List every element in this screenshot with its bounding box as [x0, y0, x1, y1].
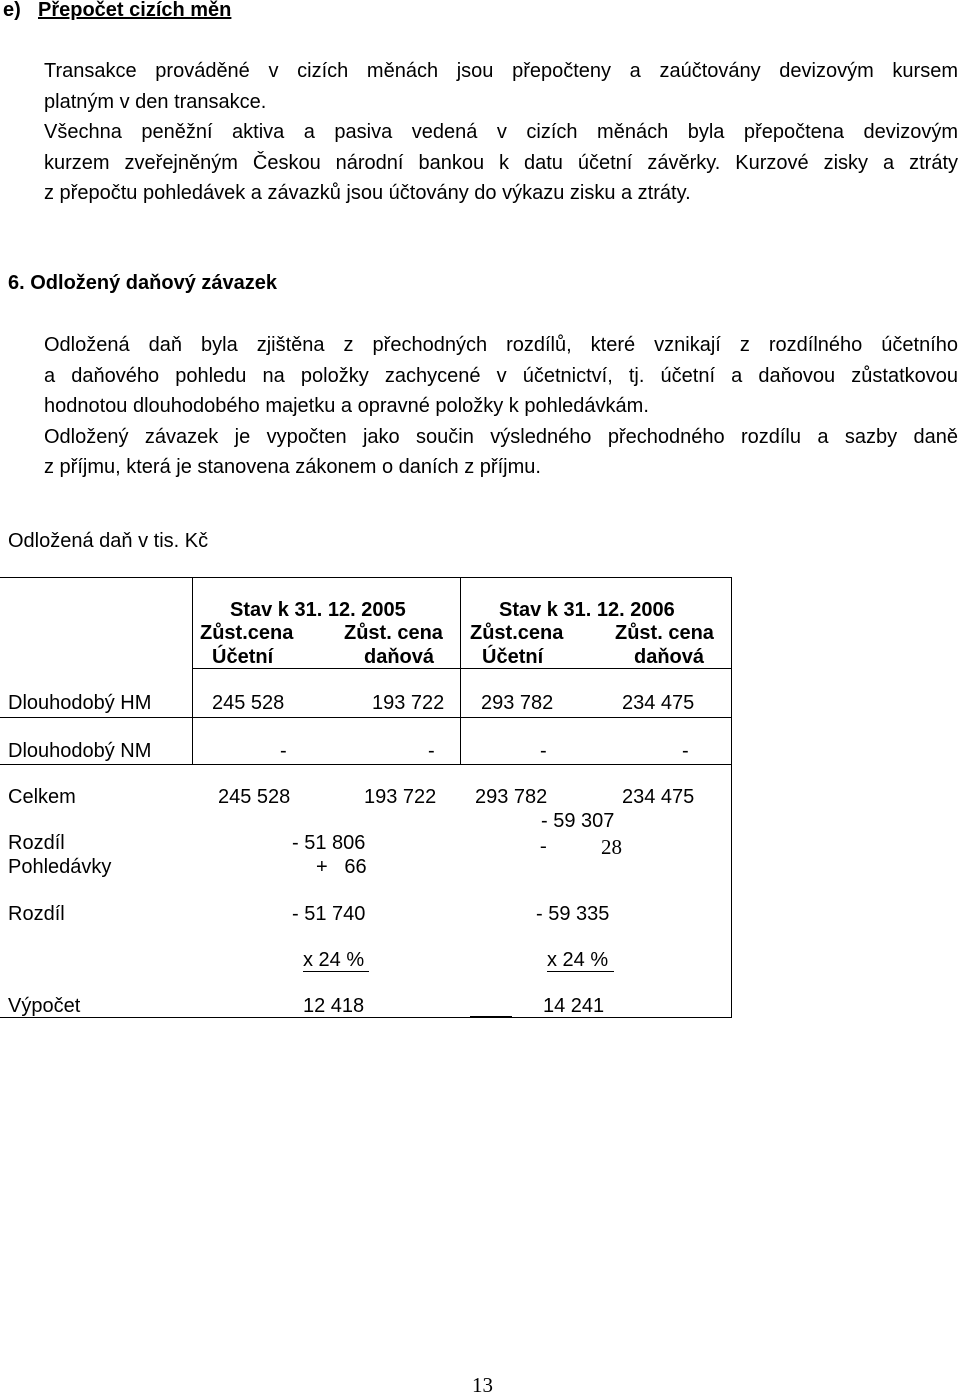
text-line: z příjmu, která je stanovena zákonem o daních z příjmu. — [44, 456, 541, 478]
table-border-right — [731, 577, 732, 1018]
row-rule — [0, 717, 732, 718]
sazba-underline — [547, 971, 614, 972]
col-header: Účetní — [212, 646, 274, 668]
row-rule — [0, 764, 732, 765]
section-e-paragraph — [44, 56, 958, 209]
table-cell: - — [540, 835, 547, 857]
table-cell: x 24 % — [547, 949, 609, 971]
header-2005: Stav k 31. 12. 2005 — [230, 599, 406, 621]
col-header: Zůst. cena — [615, 622, 714, 644]
column-rule — [460, 577, 461, 764]
text-line: hodnotou dlouhodobého majetku a opravné položky k pohledávkám. — [44, 395, 649, 417]
row-label: Rozdíl — [8, 903, 65, 925]
table-border-bottom — [0, 1017, 732, 1018]
table-cell: 193 722 — [364, 786, 437, 808]
text-line: Odložená daň byla zjištěna z přechodných rozdílů, které vznikají z rozdílného účetního — [44, 334, 958, 356]
row-label: Rozdíl — [8, 832, 65, 854]
table-cell: 234 475 — [622, 692, 695, 714]
table-cell: - — [280, 740, 287, 762]
table-cell: 28 — [601, 835, 622, 859]
col-header: daňová — [364, 646, 435, 668]
table-cell: - 59 335 — [536, 903, 610, 925]
section-6-paragraph — [44, 330, 958, 483]
table-cell: 293 782 — [475, 786, 548, 808]
row-label: Pohledávky — [8, 856, 112, 878]
table-cell: 245 528 — [212, 692, 285, 714]
underline-mark — [470, 1016, 512, 1017]
table-cell: 193 722 — [372, 692, 445, 714]
table-cell: 14 241 — [543, 995, 605, 1017]
table-cell: + 66 — [316, 856, 367, 878]
text-line: platným v den transakce. — [44, 90, 267, 113]
table-cell: - 51 806 — [292, 832, 366, 854]
col-header: Účetní — [482, 646, 544, 668]
table-cell: 293 782 — [481, 692, 554, 714]
table-cell: x 24 % — [303, 949, 365, 971]
column-rule — [192, 577, 193, 764]
row-label: Celkem — [8, 786, 76, 808]
table-border-top — [0, 577, 732, 578]
col-header: Zůst.cena — [470, 622, 564, 644]
table-cell: - — [682, 740, 689, 762]
table-cell: - 59 307 — [541, 810, 615, 832]
row-label: Dlouhodobý HM — [8, 692, 152, 714]
section-e-title: Přepočet cizích měn — [38, 0, 232, 21]
sazba-underline — [303, 971, 369, 972]
col-header: Zůst.cena — [200, 622, 294, 644]
text-line: Transakce prováděné v cizích měnách jsou přepočteny a zaúčtovány devizovým kursem — [44, 60, 958, 82]
col-header: daňová — [634, 646, 705, 668]
row-label: Dlouhodobý NM — [8, 740, 152, 762]
row-label: Výpočet — [8, 995, 81, 1017]
page-number: 13 — [472, 1373, 493, 1397]
text-line: kurzem zveřejněným Českou národní bankou k datu účetní závěrky. Kurzové zisky a ztráty — [44, 151, 958, 174]
table-cell: 245 528 — [218, 786, 291, 808]
text-line: a daňového pohledu na položky zachycené v účetnictví, tj. účetní a daňovou zůstatkovou — [44, 364, 958, 387]
table-cell: - — [540, 740, 547, 762]
table-cell: 12 418 — [303, 995, 365, 1017]
section-6-title: 6. Odložený daňový závazek — [8, 272, 277, 294]
col-header: Zůst. cena — [344, 622, 443, 644]
text-line: Odložený závazek je vypočten jako součin výsledného přechodného rozdílu a sazby daně — [44, 425, 958, 448]
table-cell: - — [428, 740, 435, 762]
header-2006: Stav k 31. 12. 2006 — [499, 599, 675, 621]
text-line: Všechna peněžní aktiva a pasiva vedená v cizích měnách byla přepočtena devizovým — [44, 121, 958, 143]
table-cell: - 51 740 — [292, 903, 366, 925]
text-line: z přepočtu pohledávek a závazků jsou účtovány do výkazu zisku a ztráty. — [44, 182, 691, 204]
section-e-label: e) — [3, 0, 21, 21]
table-caption: Odložená daň v tis. Kč — [8, 530, 209, 552]
table-cell: 234 475 — [622, 786, 695, 808]
